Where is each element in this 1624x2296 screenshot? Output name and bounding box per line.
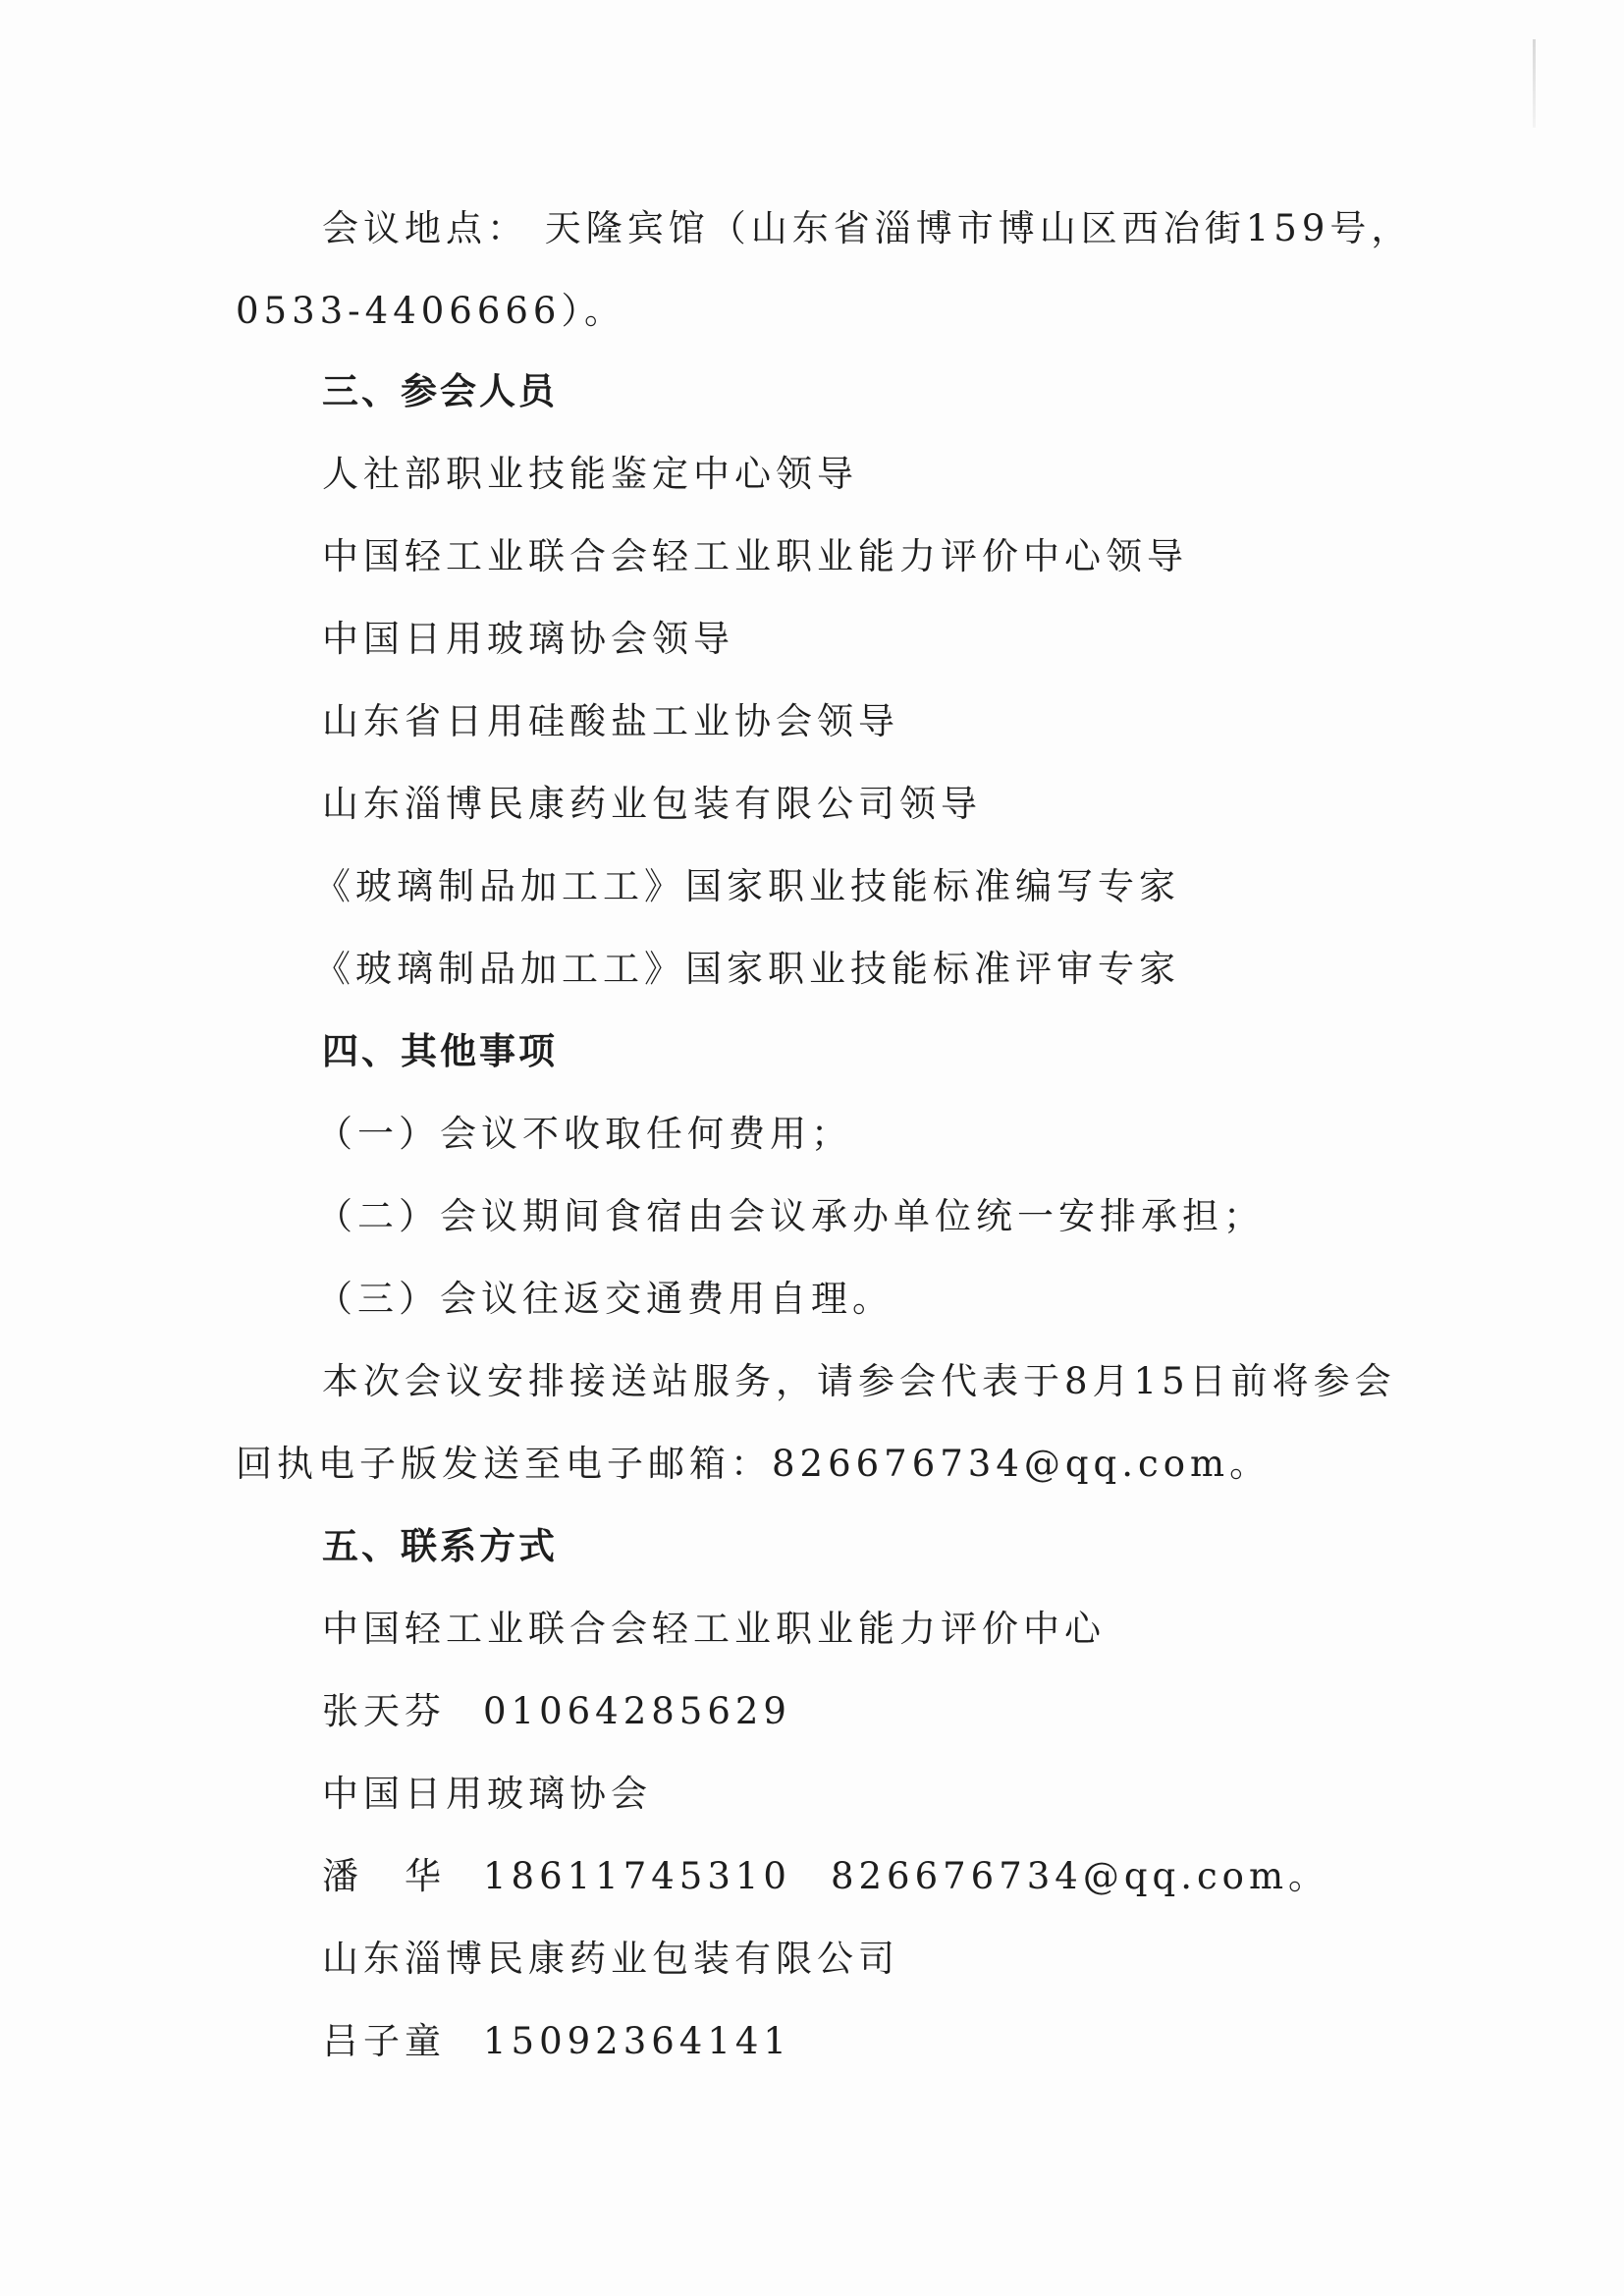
contact-phone: 18611745310 xyxy=(483,1855,791,1897)
contact-name: 潘 华 xyxy=(322,1855,446,1897)
other-matters-item: （一）会议不收取任何费用； xyxy=(316,1113,852,1155)
contact-phone: 01064285629 xyxy=(483,1690,791,1732)
contact-name: 吕子童 xyxy=(322,2020,446,2062)
participant-item: 山东省日用硅酸盐工业协会领导 xyxy=(322,700,899,742)
contact-org: 中国日用玻璃协会 xyxy=(322,1773,652,1815)
participant-item: 中国日用玻璃协会领导 xyxy=(322,618,734,660)
participant-item: 《玻璃制品加工工》国家职业技能标准编写专家 xyxy=(314,865,1180,907)
participant-item: 《玻璃制品加工工》国家职业技能标准评审专家 xyxy=(314,948,1180,990)
other-matters-heading: 四、其他事项 xyxy=(322,1030,558,1072)
contact-name: 张天芬 xyxy=(322,1690,446,1732)
notice-line-2: 回执电子版发送至电子邮箱：826676734@qq.com。 xyxy=(236,1443,1272,1485)
contact-person xyxy=(322,1852,1329,1901)
participant-item: 中国轻工业联合会轻工业职业能力评价中心领导 xyxy=(322,535,1188,577)
participant-item: 人社部职业技能鉴定中心领导 xyxy=(322,453,858,495)
scan-edge-mark xyxy=(1533,39,1536,128)
contact-person xyxy=(322,1687,791,1736)
venue-line-1: 会议地点： 天隆宾馆（山东省淄博市博山区西冶街159号， xyxy=(322,207,1413,249)
contact-person xyxy=(322,2017,791,2066)
contact-org: 山东淄博民康药业包装有限公司 xyxy=(322,1938,899,1980)
other-matters-item: （三）会议往返交通费用自理。 xyxy=(316,1278,893,1320)
venue-line-2: 0533-4406666）。 xyxy=(236,290,625,332)
notice-line-1: 本次会议安排接送站服务，请参会代表于8月15日前将参会 xyxy=(322,1360,1396,1402)
contact-org: 中国轻工业联合会轻工业职业能力评价中心 xyxy=(322,1608,1106,1650)
contact-email: 826676734@qq.com。 xyxy=(830,1855,1330,1897)
contact-phone: 15092364141 xyxy=(483,2020,791,2062)
other-matters-item: （二）会议期间食宿由会议承办单位统一安排承担； xyxy=(316,1195,1265,1237)
contacts-heading: 五、联系方式 xyxy=(322,1525,558,1567)
participant-item: 山东淄博民康药业包装有限公司领导 xyxy=(322,783,982,825)
participants-heading: 三、参会人员 xyxy=(322,370,558,412)
